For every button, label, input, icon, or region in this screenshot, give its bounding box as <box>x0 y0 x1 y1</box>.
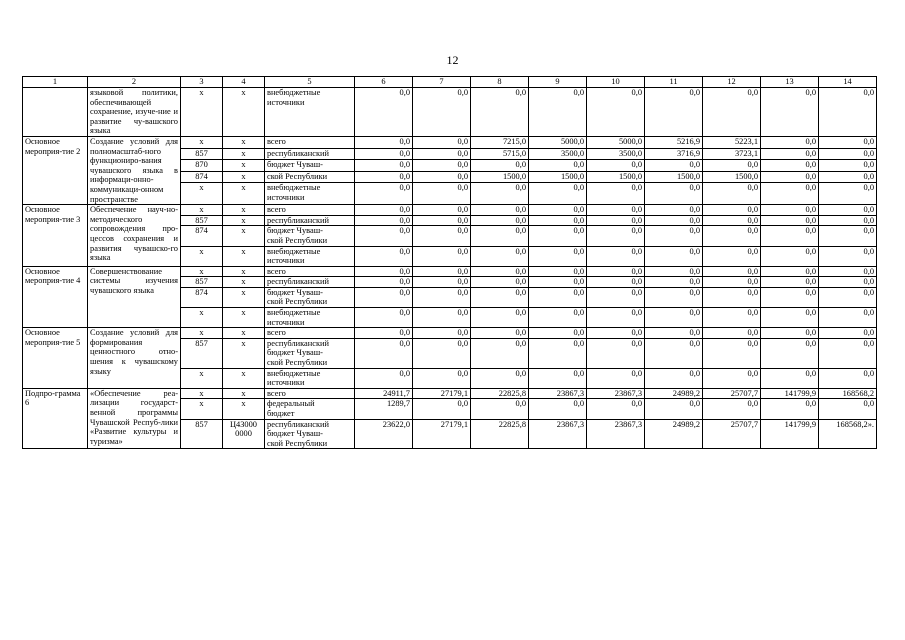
target-article-code: х <box>223 388 265 399</box>
grbs-code: 874 <box>181 226 223 246</box>
header-cell: 14 <box>819 77 877 88</box>
amount-cell: 0,0 <box>819 308 877 328</box>
target-article-code: х <box>223 399 265 419</box>
target-article-code: х <box>223 148 265 160</box>
amount-cell: 0,0 <box>413 277 471 288</box>
target-article-code: х <box>223 205 265 216</box>
amount-cell: 0,0 <box>703 266 761 277</box>
amount-cell: 0,0 <box>471 287 529 307</box>
amount-cell: 0,0 <box>761 277 819 288</box>
amount-cell: 0,0 <box>471 308 529 328</box>
amount-cell: 0,0 <box>413 266 471 277</box>
amount-cell: 0,0 <box>587 226 645 246</box>
amount-cell: 0,0 <box>819 328 877 339</box>
funding-source: республиканский бюджет Чуваш- ской Республики <box>265 338 355 368</box>
amount-cell: 0,0 <box>413 88 471 137</box>
program-label: Основное мероприя-тие 5 <box>23 328 88 389</box>
amount-cell: 3500,0 <box>587 148 645 160</box>
amount-cell: 168568,2». <box>819 419 877 449</box>
funding-source: всего <box>265 136 355 148</box>
amount-cell: 0,0 <box>413 246 471 266</box>
amount-cell: 168568,2 <box>819 388 877 399</box>
grbs-code: х <box>181 308 223 328</box>
amount-cell: 0,0 <box>471 399 529 419</box>
amount-cell: 0,0 <box>355 215 413 226</box>
funding-source: внебюджетные источники <box>265 368 355 388</box>
amount-cell: 0,0 <box>703 183 761 205</box>
amount-cell: 0,0 <box>529 215 587 226</box>
amount-cell: 3723,1 <box>703 148 761 160</box>
amount-cell: 0,0 <box>587 287 645 307</box>
target-article-code: х <box>223 246 265 266</box>
amount-cell: 3500,0 <box>529 148 587 160</box>
amount-cell: 0,0 <box>645 226 703 246</box>
target-article-code: х <box>223 226 265 246</box>
amount-cell: 0,0 <box>761 205 819 216</box>
amount-cell: 0,0 <box>355 287 413 307</box>
header-row <box>23 77 877 88</box>
amount-cell: 5000,0 <box>529 136 587 148</box>
funding-source: всего <box>265 388 355 399</box>
amount-cell: 0,0 <box>703 277 761 288</box>
program-description: Обеспечение науч-но-методического сопровождения про-цессов сохранения и развития чувашско-го языка <box>88 205 181 267</box>
amount-cell: 5216,9 <box>645 136 703 148</box>
amount-cell: 0,0 <box>761 183 819 205</box>
amount-cell: 0,0 <box>355 338 413 368</box>
amount-cell: 0,0 <box>471 338 529 368</box>
amount-cell: 0,0 <box>703 338 761 368</box>
table-row <box>23 88 877 137</box>
grbs-code: х <box>181 183 223 205</box>
grbs-code: 874 <box>181 171 223 183</box>
amount-cell: 0,0 <box>761 266 819 277</box>
funding-source: внебюджетные источники <box>265 183 355 205</box>
table-row <box>23 205 877 216</box>
amount-cell: 0,0 <box>819 215 877 226</box>
amount-cell: 0,0 <box>529 226 587 246</box>
amount-cell: 5223,1 <box>703 136 761 148</box>
program-label: Основное мероприя-тие 4 <box>23 266 88 328</box>
funding-source: внебюджетные источники <box>265 246 355 266</box>
amount-cell: 0,0 <box>819 171 877 183</box>
header-cell: 11 <box>645 77 703 88</box>
amount-cell: 0,0 <box>529 277 587 288</box>
grbs-code: х <box>181 136 223 148</box>
amount-cell: 0,0 <box>703 368 761 388</box>
amount-cell: 0,0 <box>413 205 471 216</box>
amount-cell: 23867,3 <box>529 419 587 449</box>
amount-cell: 0,0 <box>471 277 529 288</box>
funding-source: внебюджетные источники <box>265 308 355 328</box>
amount-cell: 27179,1 <box>413 419 471 449</box>
table-row <box>23 328 877 339</box>
amount-cell: 0,0 <box>819 136 877 148</box>
table-body <box>23 77 877 449</box>
grbs-code: х <box>181 368 223 388</box>
amount-cell: 0,0 <box>587 215 645 226</box>
amount-cell: 0,0 <box>529 88 587 137</box>
amount-cell: 0,0 <box>703 205 761 216</box>
amount-cell: 0,0 <box>645 308 703 328</box>
amount-cell: 0,0 <box>471 328 529 339</box>
amount-cell: 0,0 <box>355 328 413 339</box>
amount-cell: 0,0 <box>471 183 529 205</box>
amount-cell: 0,0 <box>529 328 587 339</box>
amount-cell: 0,0 <box>645 246 703 266</box>
amount-cell: 0,0 <box>645 205 703 216</box>
amount-cell: 0,0 <box>355 308 413 328</box>
target-article-code: х <box>223 215 265 226</box>
amount-cell: 0,0 <box>761 215 819 226</box>
amount-cell: 1500,0 <box>587 171 645 183</box>
program-label: Основное мероприя-тие 3 <box>23 205 88 267</box>
program-label: Подпро-грамма 6 <box>23 388 88 449</box>
amount-cell: 0,0 <box>819 183 877 205</box>
funding-source: всего <box>265 205 355 216</box>
budget-table <box>22 76 877 449</box>
amount-cell: 0,0 <box>587 183 645 205</box>
amount-cell: 24989,2 <box>645 388 703 399</box>
table-row <box>23 266 877 277</box>
program-description: «Обеспечение реа-лизации государст-венной программы Чувашской Респуб-лики «Развитие культуры и туризма» <box>88 388 181 449</box>
amount-cell: 0,0 <box>587 338 645 368</box>
amount-cell: 0,0 <box>413 287 471 307</box>
amount-cell: 0,0 <box>413 183 471 205</box>
header-cell: 4 <box>223 77 265 88</box>
amount-cell: 1500,0 <box>703 171 761 183</box>
amount-cell: 0,0 <box>355 205 413 216</box>
amount-cell: 0,0 <box>761 136 819 148</box>
amount-cell: 0,0 <box>587 246 645 266</box>
amount-cell: 0,0 <box>703 287 761 307</box>
funding-source: бюджет Чуваш- ской Республики <box>265 287 355 307</box>
amount-cell: 22825,8 <box>471 388 529 399</box>
amount-cell: 0,0 <box>413 160 471 172</box>
amount-cell: 0,0 <box>355 266 413 277</box>
amount-cell: 141799,9 <box>761 419 819 449</box>
amount-cell: 1500,0 <box>529 171 587 183</box>
amount-cell: 0,0 <box>587 368 645 388</box>
amount-cell: 0,0 <box>645 368 703 388</box>
amount-cell: 0,0 <box>819 368 877 388</box>
amount-cell: 0,0 <box>819 88 877 137</box>
amount-cell: 0,0 <box>355 226 413 246</box>
amount-cell: 0,0 <box>471 215 529 226</box>
program-description: языковой политики, обеспечивающей сохранение, изуче-ние и развитие чу-вашского языка <box>88 88 181 137</box>
amount-cell: 0,0 <box>355 183 413 205</box>
amount-cell: 0,0 <box>587 399 645 419</box>
amount-cell: 0,0 <box>645 399 703 419</box>
target-article-code: х <box>223 88 265 137</box>
amount-cell: 0,0 <box>413 368 471 388</box>
amount-cell: 0,0 <box>819 160 877 172</box>
grbs-code: х <box>181 328 223 339</box>
amount-cell: 0,0 <box>355 368 413 388</box>
amount-cell: 0,0 <box>529 205 587 216</box>
amount-cell: 23622,0 <box>355 419 413 449</box>
amount-cell: 0,0 <box>761 287 819 307</box>
amount-cell: 0,0 <box>819 277 877 288</box>
table-row <box>23 388 877 399</box>
amount-cell: 0,0 <box>703 215 761 226</box>
amount-cell: 0,0 <box>471 368 529 388</box>
amount-cell: 0,0 <box>761 160 819 172</box>
amount-cell: 0,0 <box>529 183 587 205</box>
header-cell: 5 <box>265 77 355 88</box>
amount-cell: 0,0 <box>645 287 703 307</box>
header-cell: 6 <box>355 77 413 88</box>
amount-cell: 0,0 <box>355 171 413 183</box>
amount-cell: 0,0 <box>703 246 761 266</box>
amount-cell: 5000,0 <box>587 136 645 148</box>
program-label <box>23 88 88 137</box>
amount-cell: 0,0 <box>587 328 645 339</box>
amount-cell: 0,0 <box>471 246 529 266</box>
amount-cell: 0,0 <box>645 266 703 277</box>
grbs-code: 857 <box>181 277 223 288</box>
amount-cell: 0,0 <box>703 160 761 172</box>
amount-cell: 5715,0 <box>471 148 529 160</box>
amount-cell: 0,0 <box>587 277 645 288</box>
amount-cell: 0,0 <box>587 88 645 137</box>
funding-source: бюджет Чуваш- <box>265 160 355 172</box>
amount-cell: 0,0 <box>529 246 587 266</box>
amount-cell: 0,0 <box>819 205 877 216</box>
target-article-code: х <box>223 266 265 277</box>
amount-cell: 0,0 <box>819 287 877 307</box>
program-description: Создание условий для полномасштаб-ного функциониро-вания чувашского языка в информаци-онно-коммуникаци-онном пространстве <box>88 136 181 204</box>
amount-cell: 0,0 <box>529 266 587 277</box>
target-article-code: х <box>223 328 265 339</box>
amount-cell: 141799,9 <box>761 388 819 399</box>
amount-cell: 0,0 <box>355 246 413 266</box>
amount-cell: 0,0 <box>471 226 529 246</box>
amount-cell: 24989,2 <box>645 419 703 449</box>
table-row <box>23 136 877 148</box>
header-cell: 8 <box>471 77 529 88</box>
grbs-code: х <box>181 205 223 216</box>
amount-cell: 24911,7 <box>355 388 413 399</box>
amount-cell: 0,0 <box>645 215 703 226</box>
amount-cell: 0,0 <box>529 338 587 368</box>
amount-cell: 0,0 <box>529 287 587 307</box>
target-article-code: х <box>223 277 265 288</box>
amount-cell: 1500,0 <box>645 171 703 183</box>
header-cell: 10 <box>587 77 645 88</box>
target-article-code: х <box>223 136 265 148</box>
program-label: Основное мероприя-тие 2 <box>23 136 88 204</box>
amount-cell: 0,0 <box>413 171 471 183</box>
amount-cell: 0,0 <box>355 136 413 148</box>
grbs-code: х <box>181 388 223 399</box>
funding-source: республиканский <box>265 277 355 288</box>
amount-cell: 0,0 <box>587 308 645 328</box>
grbs-code: 870 <box>181 160 223 172</box>
amount-cell: 0,0 <box>413 338 471 368</box>
header-cell: 7 <box>413 77 471 88</box>
amount-cell: 0,0 <box>819 246 877 266</box>
amount-cell: 0,0 <box>587 205 645 216</box>
amount-cell: 0,0 <box>645 88 703 137</box>
amount-cell: 0,0 <box>761 88 819 137</box>
target-article-code: х <box>223 368 265 388</box>
amount-cell: 0,0 <box>587 160 645 172</box>
funding-source: республиканский <box>265 215 355 226</box>
target-article-code: х <box>223 338 265 368</box>
amount-cell: 0,0 <box>529 308 587 328</box>
funding-source: всего <box>265 266 355 277</box>
amount-cell: 0,0 <box>761 308 819 328</box>
grbs-code: х <box>181 246 223 266</box>
amount-cell: 0,0 <box>703 88 761 137</box>
amount-cell: 0,0 <box>471 160 529 172</box>
amount-cell: 23867,3 <box>587 388 645 399</box>
amount-cell: 0,0 <box>471 205 529 216</box>
amount-cell: 0,0 <box>819 266 877 277</box>
grbs-code: 857 <box>181 215 223 226</box>
header-cell: 12 <box>703 77 761 88</box>
target-article-code: х <box>223 171 265 183</box>
grbs-code: 874 <box>181 287 223 307</box>
program-description: Совершенствование системы изучения чувашского языка <box>88 266 181 328</box>
amount-cell: 0,0 <box>761 226 819 246</box>
amount-cell: 0,0 <box>413 148 471 160</box>
target-article-code: х <box>223 160 265 172</box>
funding-source: ской Республики <box>265 171 355 183</box>
amount-cell: 1500,0 <box>471 171 529 183</box>
amount-cell: 27179,1 <box>413 388 471 399</box>
amount-cell: 0,0 <box>645 338 703 368</box>
target-article-code: х <box>223 287 265 307</box>
amount-cell: 25707,7 <box>703 388 761 399</box>
amount-cell: 0,0 <box>761 399 819 419</box>
funding-source: федеральный бюджет <box>265 399 355 419</box>
amount-cell: 0,0 <box>645 328 703 339</box>
header-cell: 1 <box>23 77 88 88</box>
amount-cell: 0,0 <box>703 226 761 246</box>
amount-cell: 0,0 <box>413 226 471 246</box>
amount-cell: 0,0 <box>413 308 471 328</box>
grbs-code: 857 <box>181 419 223 449</box>
amount-cell: 0,0 <box>413 136 471 148</box>
amount-cell: 0,0 <box>587 266 645 277</box>
amount-cell: 25707,7 <box>703 419 761 449</box>
header-cell: 2 <box>88 77 181 88</box>
amount-cell: 0,0 <box>529 368 587 388</box>
target-article-code: х <box>223 183 265 205</box>
amount-cell: 0,0 <box>645 183 703 205</box>
amount-cell: 0,0 <box>761 246 819 266</box>
amount-cell: 22825,8 <box>471 419 529 449</box>
amount-cell: 0,0 <box>703 399 761 419</box>
amount-cell: 0,0 <box>355 160 413 172</box>
amount-cell: 0,0 <box>355 277 413 288</box>
grbs-code: х <box>181 88 223 137</box>
header-cell: 9 <box>529 77 587 88</box>
page-number: 12 <box>446 53 459 67</box>
funding-source: республиканский бюджет Чуваш- ской Республики <box>265 419 355 449</box>
amount-cell: 0,0 <box>819 338 877 368</box>
program-description: Создание условий для формирования ценностного отно-шения к чувашскому языку <box>88 328 181 389</box>
target-article-code: Ц4З000 0000 <box>223 419 265 449</box>
amount-cell: 0,0 <box>355 148 413 160</box>
funding-source: республиканский <box>265 148 355 160</box>
amount-cell: 0,0 <box>645 277 703 288</box>
grbs-code: х <box>181 266 223 277</box>
amount-cell: 23867,3 <box>587 419 645 449</box>
amount-cell: 0,0 <box>761 148 819 160</box>
funding-source: внебюджетные источники <box>265 88 355 137</box>
amount-cell: 0,0 <box>355 88 413 137</box>
amount-cell: 7215,0 <box>471 136 529 148</box>
amount-cell: 0,0 <box>413 328 471 339</box>
grbs-code: 857 <box>181 338 223 368</box>
amount-cell: 3716,9 <box>645 148 703 160</box>
target-article-code: х <box>223 308 265 328</box>
amount-cell: 0,0 <box>529 399 587 419</box>
amount-cell: 0,0 <box>703 308 761 328</box>
amount-cell: 0,0 <box>761 171 819 183</box>
funding-source: всего <box>265 328 355 339</box>
amount-cell: 0,0 <box>819 226 877 246</box>
amount-cell: 23867,3 <box>529 388 587 399</box>
amount-cell: 1289,7 <box>355 399 413 419</box>
amount-cell: 0,0 <box>761 368 819 388</box>
amount-cell: 0,0 <box>413 399 471 419</box>
amount-cell: 0,0 <box>645 160 703 172</box>
funding-source: бюджет Чуваш- ской Республики <box>265 226 355 246</box>
amount-cell: 0,0 <box>819 399 877 419</box>
header-cell: 13 <box>761 77 819 88</box>
amount-cell: 0,0 <box>529 160 587 172</box>
amount-cell: 0,0 <box>703 328 761 339</box>
amount-cell: 0,0 <box>819 148 877 160</box>
amount-cell: 0,0 <box>413 215 471 226</box>
header-cell: 3 <box>181 77 223 88</box>
grbs-code: 857 <box>181 148 223 160</box>
amount-cell: 0,0 <box>471 266 529 277</box>
amount-cell: 0,0 <box>761 338 819 368</box>
amount-cell: 0,0 <box>471 88 529 137</box>
grbs-code: х <box>181 399 223 419</box>
amount-cell: 0,0 <box>761 328 819 339</box>
